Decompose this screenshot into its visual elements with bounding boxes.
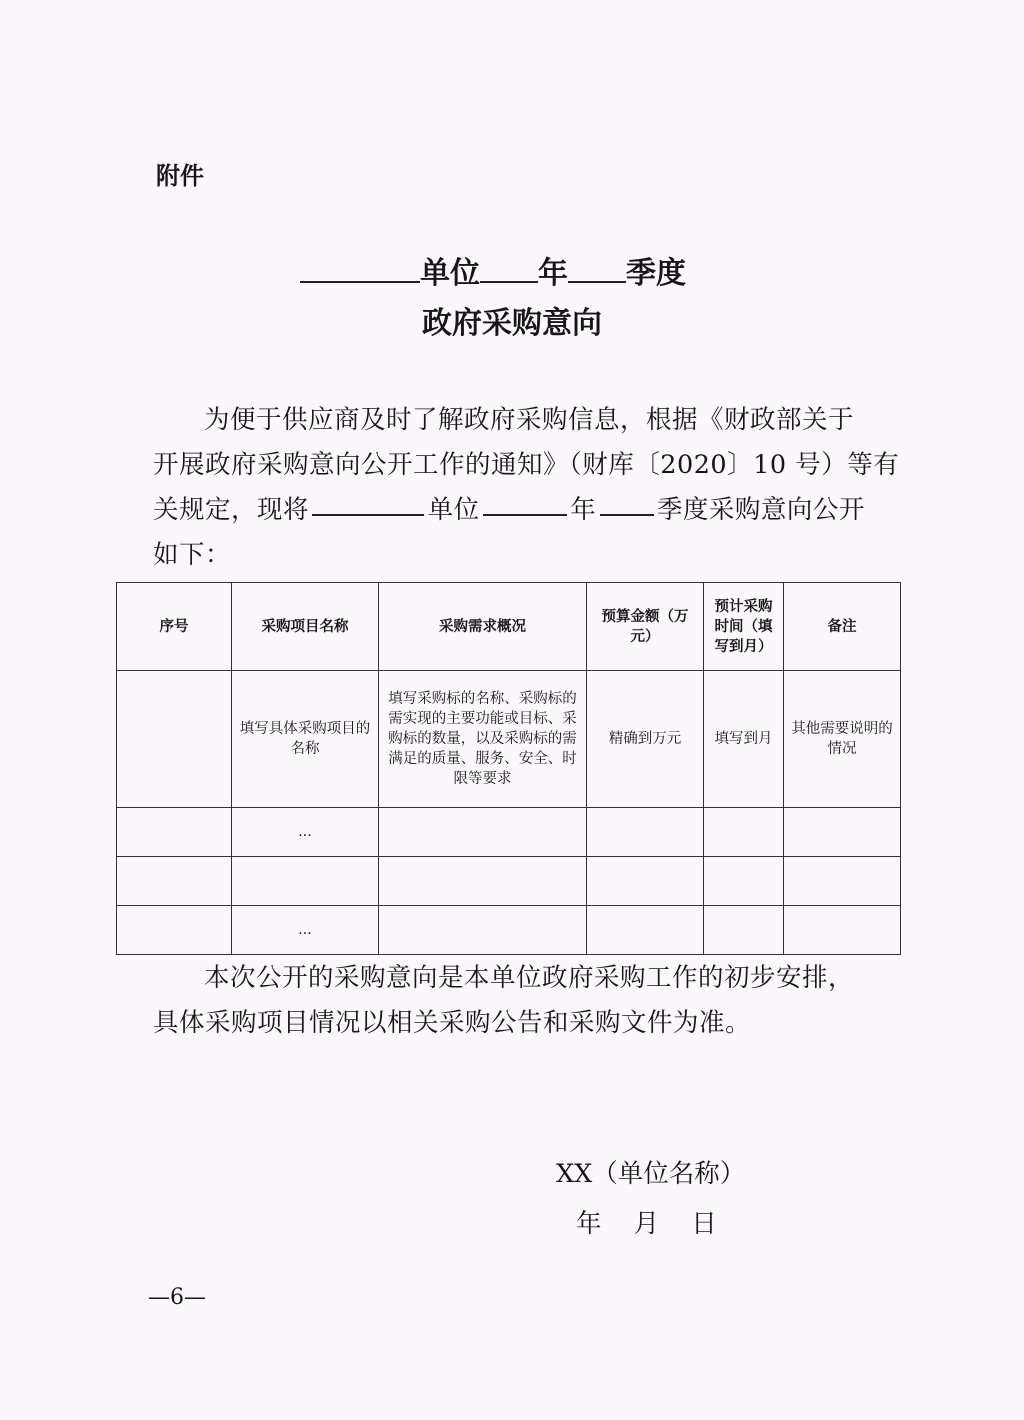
cell-time <box>704 808 784 857</box>
table-header-row <box>117 583 901 671</box>
title-year: 年 <box>538 256 568 291</box>
cell-time <box>704 906 784 955</box>
cell-seq <box>117 906 232 955</box>
document-title-line2: 政府采购意向 <box>422 306 602 341</box>
cell-demand: 填写采购标的名称、采购标的需实现的主要功能或目标、采购标的数量，以及采购标的需满足的质量、服务、安全、时限等要求 <box>379 671 587 808</box>
cell-budget: 精确到万元 <box>587 671 704 808</box>
header-name: 采购项目名称 <box>232 583 379 671</box>
cell-demand <box>379 906 587 955</box>
intro-unit: 单位 <box>427 495 480 525</box>
cell-demand <box>379 857 587 906</box>
intro-line <box>153 488 865 533</box>
cell-seq <box>117 808 232 857</box>
header-demand: 采购需求概况 <box>379 583 587 671</box>
closing-line: 具体采购项目情况以相关采购公告和采购文件为准。 <box>153 1008 752 1038</box>
cell-name: ... <box>232 808 379 857</box>
signature-unit-name: XX（单位名称） <box>556 1159 746 1189</box>
header-budget: 预算金额（万元） <box>587 583 704 671</box>
intro-paragraph <box>153 398 900 578</box>
cell-budget <box>587 857 704 906</box>
signature-date: 年 月 日 <box>576 1209 718 1239</box>
table-row <box>117 671 901 808</box>
cell-seq <box>117 671 232 808</box>
cell-demand <box>379 808 587 857</box>
cell-name: ... <box>232 906 379 955</box>
document-title-line1 <box>300 248 800 292</box>
title-unit: 单位 <box>420 256 480 291</box>
closing-line: 本次公开的采购意向是本单位政府采购工作的初步安排， <box>204 963 855 993</box>
year-blank <box>483 488 567 516</box>
cell-name <box>232 857 379 906</box>
header-note: 备注 <box>784 583 901 671</box>
cell-note <box>784 857 901 906</box>
table-row <box>117 906 901 955</box>
cell-time <box>704 857 784 906</box>
cell-note: 其他需要说明的情况 <box>784 671 901 808</box>
cell-time: 填写到月 <box>704 671 784 808</box>
closing-paragraph <box>153 956 865 1046</box>
quarter-blank <box>600 488 654 516</box>
page-number: —6— <box>148 1285 206 1310</box>
cell-seq <box>117 857 232 906</box>
header-time: 预计采购时间（填写到月） <box>704 583 784 671</box>
cell-note <box>784 808 901 857</box>
cell-budget <box>587 906 704 955</box>
year-blank <box>480 251 538 283</box>
cell-budget <box>587 808 704 857</box>
unit-blank <box>312 488 424 516</box>
unit-blank <box>300 251 420 283</box>
intro-prefix: 关规定，现将 <box>153 495 310 525</box>
table-row <box>117 857 901 906</box>
header-seq: 序号 <box>117 583 232 671</box>
cell-name: 填写具体采购项目的名称 <box>232 671 379 808</box>
cell-note <box>784 906 901 955</box>
title-quarter: 季度 <box>626 256 686 291</box>
procurement-table <box>116 582 901 955</box>
quarter-blank <box>568 251 626 283</box>
intro-suffix: 季度采购意向公开 <box>656 495 865 525</box>
intro-line: 为便于供应商及时了解政府采购信息，根据《财政部关于 <box>204 405 855 435</box>
intro-line: 如下： <box>153 540 232 570</box>
attachment-label: 附件 <box>156 162 204 190</box>
intro-year: 年 <box>570 495 597 525</box>
table-row <box>117 808 901 857</box>
intro-line: 开展政府采购意向公开工作的通知》（财库〔2020〕10 号）等有 <box>153 450 900 480</box>
